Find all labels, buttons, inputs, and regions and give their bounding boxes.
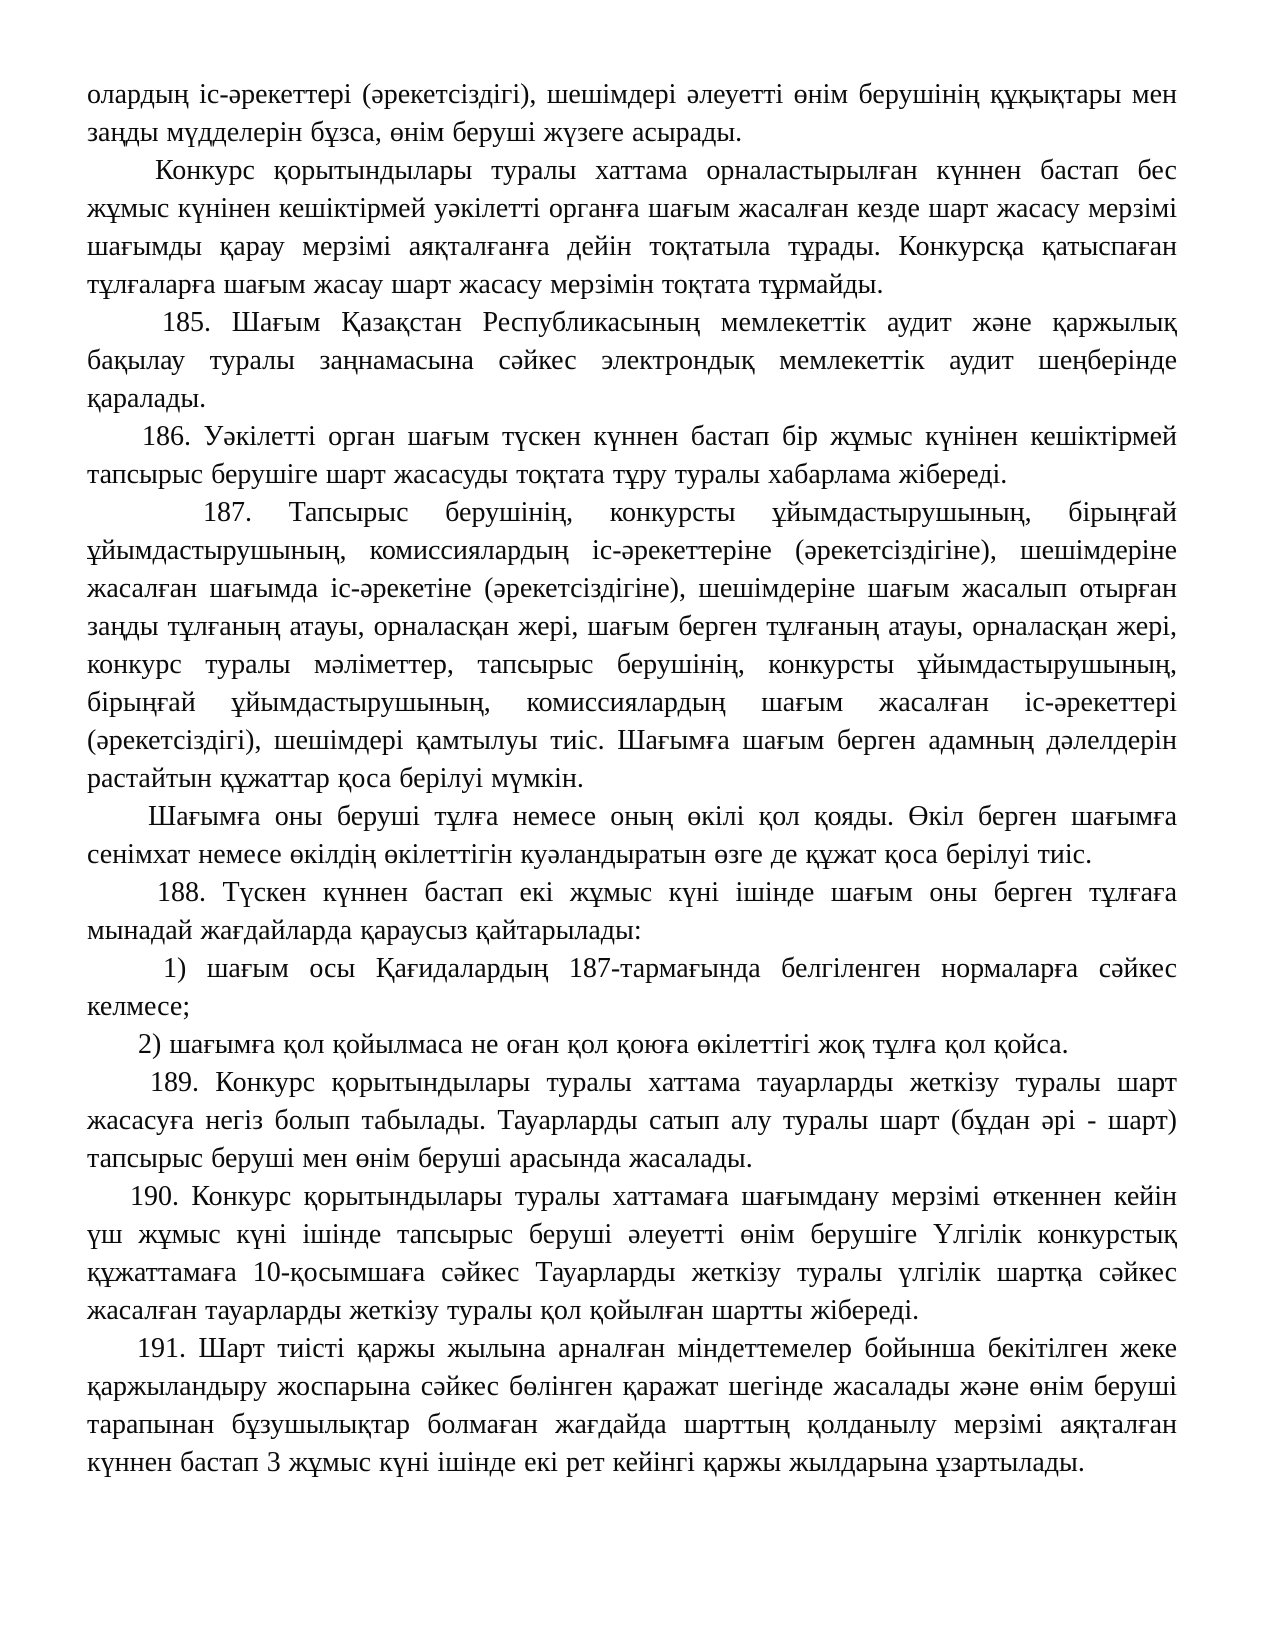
paragraph: 191. Шарт тиісті қаржы жылына арналған міндеттемелер бойынша бекітілген жеке қаржыландыру жоспарына сәйкес бөлінген қаражат шегінде жасалады және өнім беруші тарапынан бұзушылықтар болмаған жағдайда шарттың қолданылу мерзімі аяқталған күннен бастап 3 жұмыс күні ішінде екі рет кейінгі қаржы жылдарына ұзартылады. [87, 1333, 1177, 1478]
paragraph: 188. Түскен күннен бастап екі жұмыс күні ішінде шағым оны берген тұлғаға мынадай жағдайларда қараусыз қайтарылады: [87, 877, 1177, 946]
paragraph: 185. Шағым Қазақстан Республикасының мемлекеттік аудит және қаржылық бақылау туралы заңнамасына сәйкес электрондық мемлекеттік аудит шеңберінде қаралады. [87, 307, 1177, 414]
paragraph: 190. Конкурс қорытындылары туралы хаттамаға шағымдану мерзімі өткеннен кейін үш жұмыс күні ішінде тапсырыс беруші әлеуетті өнім берушіге Үлгілік конкурстық құжаттамаға 10-қосымшаға сәйкес Тауарларды жеткізу туралы үлгілік шартқа сәйкес жасалған тауарларды жеткізу туралы қол қойылған шартты жібереді. [87, 1181, 1177, 1326]
paragraph: 1) шағым осы Қағидалардың 187-тармағында белгіленген нормаларға сәйкес келмесе; [87, 953, 1177, 1022]
paragraph: 186. Уәкілетті орган шағым түскен күннен бастап бір жұмыс күнінен кешіктірмей тапсырыс берушіге шарт жасасуды тоқтата тұру туралы хабарлама жібереді. [87, 421, 1177, 490]
paragraph: олардың іс-әрекеттері (әрекетсіздігі), шешімдері әлеуетті өнім берушінің құқықтары мен заңды мүдделерін бұзса, өнім беруші жүзеге асырады. [87, 79, 1177, 148]
paragraph: Шағымға оны беруші тұлға немесе оның өкілі қол қояды. Өкіл берген шағымға сенімхат немесе өкілдің өкілеттігін куәландыратын өзге де құжат қоса берілуі тиіс. [87, 801, 1177, 870]
paragraph: 2) шағымға қол қойылмаса не оған қол қоюға өкілеттігі жоқ тұлға қол қойса. [138, 1029, 1069, 1060]
paragraph: 187. Тапсырыс берушінің, конкурсты ұйымдастырушының, бірыңғай ұйымдастырушының, комиссиялардың іс-әрекеттеріне (әрекетсіздігіне), шешімдеріне жасалған шағымда іс-әрекетіне (әрекетсіздігіне), шешімдеріне шағым жасалып отырған заңды тұлғаның атауы, орналасқан жері, шағым берген тұлғаның атауы, орналасқан жері, конкурс туралы мәліметтер, тапсырыс берушінің, конкурсты ұйымдастырушының, бірыңғай ұйымдастырушының, комиссиялардың шағым жасалған іс-әрекеттері (әрекетсіздігі), шешімдері қамтылуы тиіс. Шағымға шағым берген адамның дәлелдерін растайтын құжаттар қоса берілуі мүмкін. [87, 497, 1177, 794]
paragraph: Конкурс қорытындылары туралы хаттама орналастырылған күннен бастап бес жұмыс күнінен кешіктірмей уәкілетті органға шағым жасалған кезде шарт жасасу мерзімі шағымды қарау мерзімі аяқталғанға дейін тоқтатыла тұрады. Конкурсқа қатыспаған тұлғаларға шағым жасау шарт жасасу мерзімін тоқтата тұрмайды. [87, 155, 1177, 300]
paragraph: 189. Конкурс қорытындылары туралы хаттама тауарларды жеткізу туралы шарт жасасуға негіз болып табылады. Тауарларды сатып алу туралы шарт (бұдан әрі - шарт) тапсырыс беруші мен өнім беруші арасында жасалады. [87, 1067, 1177, 1174]
